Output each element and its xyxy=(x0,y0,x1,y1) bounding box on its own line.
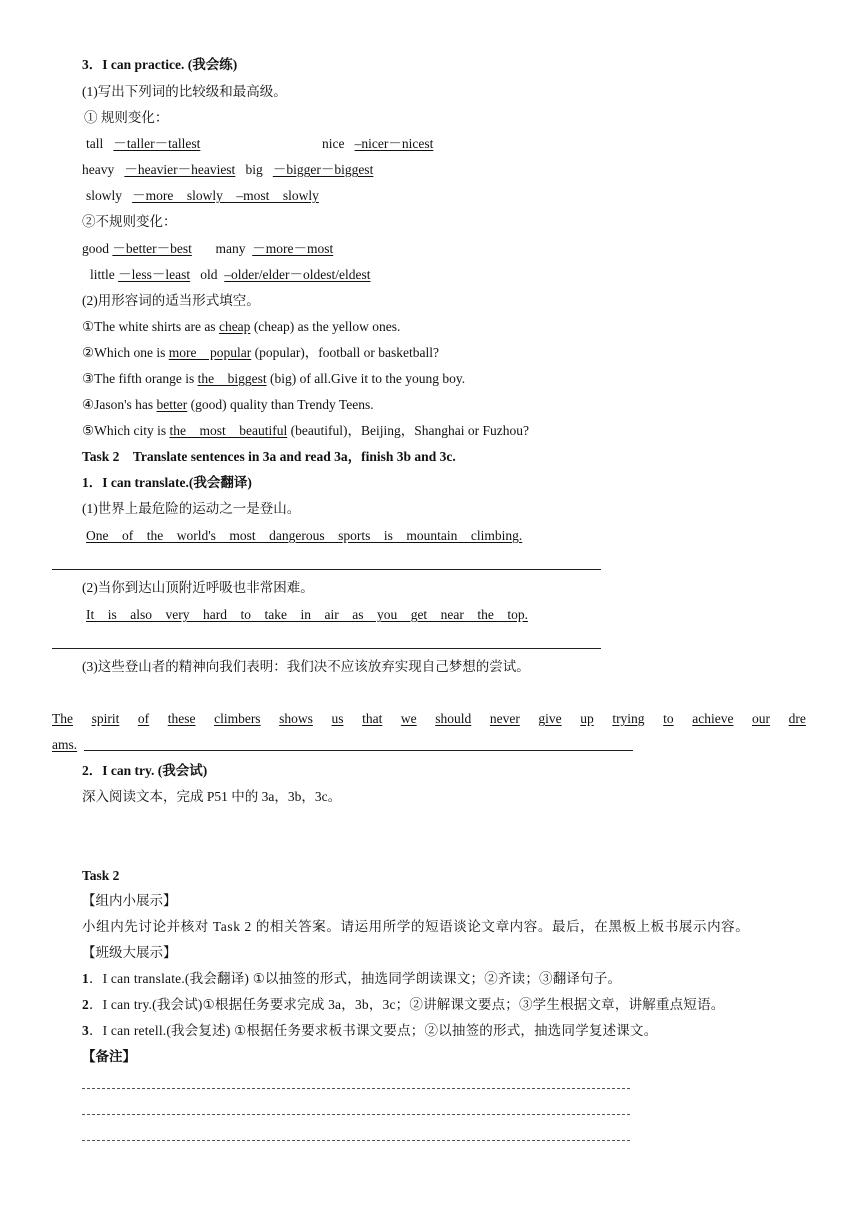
translate-answer-3 xyxy=(52,710,806,728)
word-many: many xyxy=(215,241,246,256)
try-text: 深入阅读文本，完成 P51 中的 3a，3b，3c。 xyxy=(82,789,342,804)
class-item-text: ①根据任务要求板书课文要点；②以抽签的形式，抽选同学复述课文。 xyxy=(230,1023,658,1038)
answer-word: shows xyxy=(279,711,313,726)
fill-answer: more popular xyxy=(168,345,252,360)
class-item-num: 2 xyxy=(82,997,89,1012)
translate-prompt-1: (1)世界上最危险的运动之一是登山。 xyxy=(82,501,301,516)
answer-word: we xyxy=(400,711,417,726)
class-item-lead: ．I can try.(我会试) xyxy=(88,997,203,1012)
answer-word: The xyxy=(52,711,73,726)
answer-word: trying xyxy=(612,711,645,726)
word-row-heavy xyxy=(82,161,373,179)
answer-word: give xyxy=(538,711,562,726)
translate-heading: 1．I can translate.(我会翻译) xyxy=(82,475,252,490)
fill-answer: cheap xyxy=(218,319,251,334)
word-nice: nice xyxy=(322,136,345,151)
word-row-tall xyxy=(86,135,200,153)
notes-line xyxy=(82,1114,630,1115)
word-row-slowly xyxy=(86,187,319,205)
answer-heavy: －heavier－heaviest xyxy=(124,162,236,177)
answer-word: of xyxy=(137,711,150,726)
word-tall: tall xyxy=(86,136,104,151)
class-item-text: ①以抽签的形式，抽选同学朗读课文；②齐读；③翻译句子。 xyxy=(249,971,622,986)
answer-line xyxy=(52,569,601,570)
group-label: 【组内小展示】 xyxy=(82,893,177,908)
task2b-heading: Task 2 xyxy=(82,868,120,883)
fill-item-text: ⑤Which city is xyxy=(82,423,170,438)
fill-answer: the biggest xyxy=(197,371,267,386)
group-text: 小组内先讨论并核对 Task 2 的相关答案。请运用所学的短语谈论文章内容。最后，在黑板上板书展示内容。 xyxy=(82,919,750,934)
word-heavy: heavy xyxy=(82,162,115,177)
answer-many: －more－most xyxy=(252,241,334,256)
fill-item xyxy=(82,422,529,440)
fill-item-text: (popular)，football or basketball? xyxy=(251,345,440,360)
word-big: big xyxy=(245,162,263,177)
answer-line xyxy=(52,648,601,649)
fill-item-text: (big) of all.Give it to the young boy. xyxy=(266,371,466,386)
word-row-good xyxy=(82,240,333,258)
answer-tall: －taller－tallest xyxy=(113,136,201,151)
fill-item-text: ④Jason's has xyxy=(82,397,157,412)
fill-item xyxy=(82,318,400,336)
translate-prompt-2: (2)当你到达山顶附近呼吸也非常困难。 xyxy=(82,580,314,595)
answer-word: our xyxy=(752,711,771,726)
answer-word: dre xyxy=(788,711,806,726)
word-little: little xyxy=(90,267,115,282)
answer-slowly: －more slowly –most slowly xyxy=(132,188,319,203)
irregular-label: ②不规则变化： xyxy=(82,214,177,229)
answer-word: up xyxy=(580,711,594,726)
class-item xyxy=(82,1022,657,1040)
word-row-nice xyxy=(322,135,433,153)
q2-instruction: (2)用形容词的适当形式填空。 xyxy=(82,293,260,308)
translate-answer-3-end: ams. xyxy=(52,737,78,752)
fill-item-text: ①The white shirts are as xyxy=(82,319,219,334)
answer-word: climbers xyxy=(214,711,261,726)
fill-item xyxy=(82,344,439,362)
class-item xyxy=(82,996,725,1014)
notes-line xyxy=(82,1088,630,1089)
word-row-little xyxy=(90,266,370,284)
answer-word: that xyxy=(362,711,383,726)
answer-word: achieve xyxy=(692,711,734,726)
task2-heading: Task 2 Translate sentences in 3a and read 3a，finish 3b and 3c. xyxy=(82,449,456,464)
notes-label: 【备注】 xyxy=(82,1049,136,1064)
fill-answer: the most beautiful xyxy=(169,423,288,438)
answer-word: us xyxy=(331,711,344,726)
fill-item xyxy=(82,370,465,388)
answer-word: these xyxy=(167,711,196,726)
answer-old: –older/elder－oldest/eldest xyxy=(224,267,371,282)
word-good: good xyxy=(82,241,109,256)
try-heading: 2．I can try. (我会试) xyxy=(82,763,208,778)
fill-answer: better xyxy=(156,397,188,412)
fill-item-text: (cheap) as the yellow ones. xyxy=(250,319,401,334)
class-item-num: 3 xyxy=(82,1023,89,1038)
answer-nice: –nicer－nicest xyxy=(354,136,434,151)
translate-answer-1: One of the world's most dangerous sports is mountain climbing. xyxy=(86,528,523,543)
class-item-num: 1 xyxy=(82,971,89,986)
practice-heading: 3．I can practice. (我会练) xyxy=(82,57,238,72)
answer-big: －bigger－biggest xyxy=(272,162,374,177)
q1-instruction: (1)写出下列词的比较级和最高级。 xyxy=(82,84,287,99)
class-label: 【班级大展示】 xyxy=(82,945,177,960)
fill-item-text: (good) quality than Trendy Teens. xyxy=(187,397,374,412)
translate-prompt-3: (3)这些登山者的精神向我们表明：我们决不应该放弃实现自己梦想的尝试。 xyxy=(82,659,530,674)
fill-item-text: ③The fifth orange is xyxy=(82,371,198,386)
class-item-lead: ．I can translate.(我会翻译) xyxy=(88,971,250,986)
word-old: old xyxy=(200,267,218,282)
answer-word: to xyxy=(663,711,674,726)
answer-word: never xyxy=(489,711,520,726)
regular-label: ① 规则变化： xyxy=(84,110,169,125)
answer-word: should xyxy=(435,711,472,726)
word-slowly: slowly xyxy=(86,188,123,203)
fill-item-text: ②Which one is xyxy=(82,345,169,360)
fill-item-text: (beautiful)，Beijing，Shanghai or Fuzhou? xyxy=(287,423,530,438)
class-item-lead: ．I can retell.(我会复述) xyxy=(88,1023,231,1038)
answer-word: spirit xyxy=(91,711,120,726)
answer-little: －less－least xyxy=(118,267,191,282)
class-item xyxy=(82,970,621,988)
notes-line xyxy=(82,1140,630,1141)
answer-good: －better－best xyxy=(112,241,192,256)
answer-line xyxy=(84,750,633,751)
class-item-text: ①根据任务要求完成 3a，3b，3c；②讲解课文要点；③学生根据文章，讲解重点短语。 xyxy=(202,997,725,1012)
fill-item xyxy=(82,396,374,414)
translate-answer-2: It is also very hard to take in air as you get near the top. xyxy=(86,607,529,622)
